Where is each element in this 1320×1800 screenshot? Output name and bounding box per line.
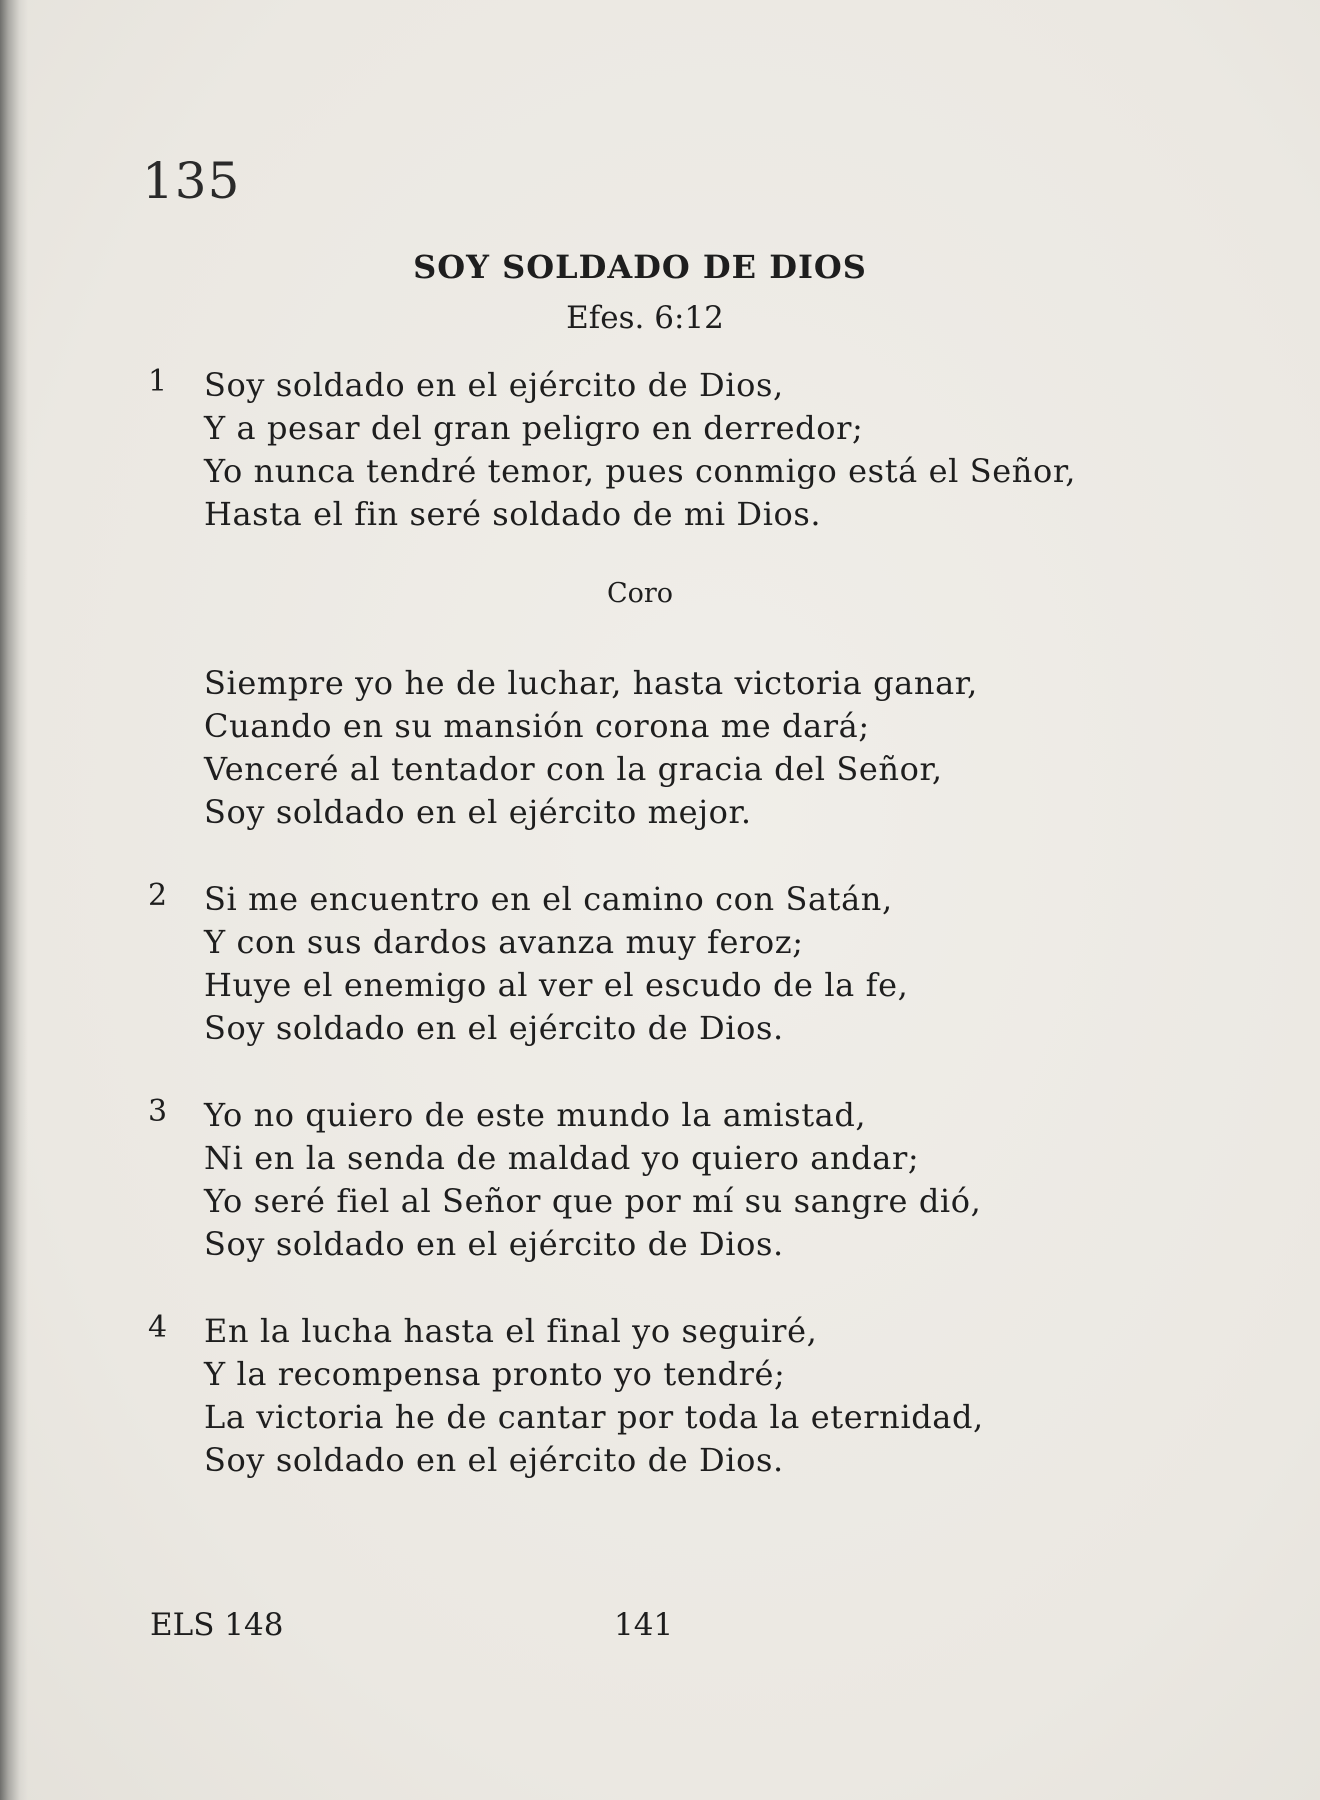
- verse-number: 1: [148, 364, 168, 399]
- verse-lines: [204, 1310, 1164, 1482]
- hymn-title: SOY SOLDADO DE DIOS: [413, 248, 867, 286]
- verse-lines: [204, 1094, 1164, 1266]
- verse-line: Soy soldado en el ejército de Dios.: [204, 1441, 784, 1479]
- verse-line: Huye el enemigo al ver el escudo de la fe,: [204, 966, 909, 1004]
- verse-number: 2: [148, 878, 168, 913]
- hymn-number: 135: [142, 152, 241, 210]
- chorus-line: Venceré al tentador con la gracia del Señor,: [204, 750, 943, 788]
- verse-line: Y con sus dardos avanza muy feroz;: [204, 923, 804, 961]
- page-number: 141: [614, 1607, 674, 1643]
- verse-line: Hasta el fin seré soldado de mi Dios.: [204, 495, 822, 533]
- verse-line: Ni en la senda de maldad yo quiero andar;: [204, 1139, 920, 1177]
- verse-line: Soy soldado en el ejército de Dios.: [204, 1225, 784, 1263]
- verse-lines: [204, 364, 1164, 536]
- verse-lines: [204, 878, 1164, 1050]
- verse-line: Yo nunca tendré temor, pues conmigo está el Señor,: [204, 452, 1077, 490]
- verse-number: 3: [148, 1094, 168, 1129]
- verse-line: Soy soldado en el ejército de Dios.: [204, 1009, 784, 1047]
- chorus-line: Soy soldado en el ejército mejor.: [204, 793, 752, 831]
- verse-line: En la lucha hasta el final yo seguiré,: [204, 1312, 818, 1350]
- chorus-line: Siempre yo he de luchar, hasta victoria ganar,: [204, 664, 978, 702]
- verse-line: Yo no quiero de este mundo la amistad,: [204, 1096, 867, 1134]
- verse-line: Yo seré fiel al Señor que por mí su sangre dió,: [204, 1182, 982, 1220]
- chorus-label: Coro: [606, 578, 674, 609]
- verse-line: Soy soldado en el ejército de Dios,: [204, 366, 784, 404]
- chorus-lines: [204, 662, 1164, 834]
- chorus-line: Cuando en su mansión corona me dará;: [204, 707, 870, 745]
- verse-line: La victoria he de cantar por toda la eternidad,: [204, 1398, 984, 1436]
- scripture-reference: Efes. 6:12: [566, 300, 724, 336]
- footer-reference: ELS 148: [150, 1607, 284, 1643]
- verse-line: Si me encuentro en el camino con Satán,: [204, 880, 893, 918]
- verse-number: 4: [148, 1310, 168, 1345]
- verse-line: Y a pesar del gran peligro en derredor;: [204, 409, 864, 447]
- verse-line: Y la recompensa pronto yo tendré;: [204, 1355, 786, 1393]
